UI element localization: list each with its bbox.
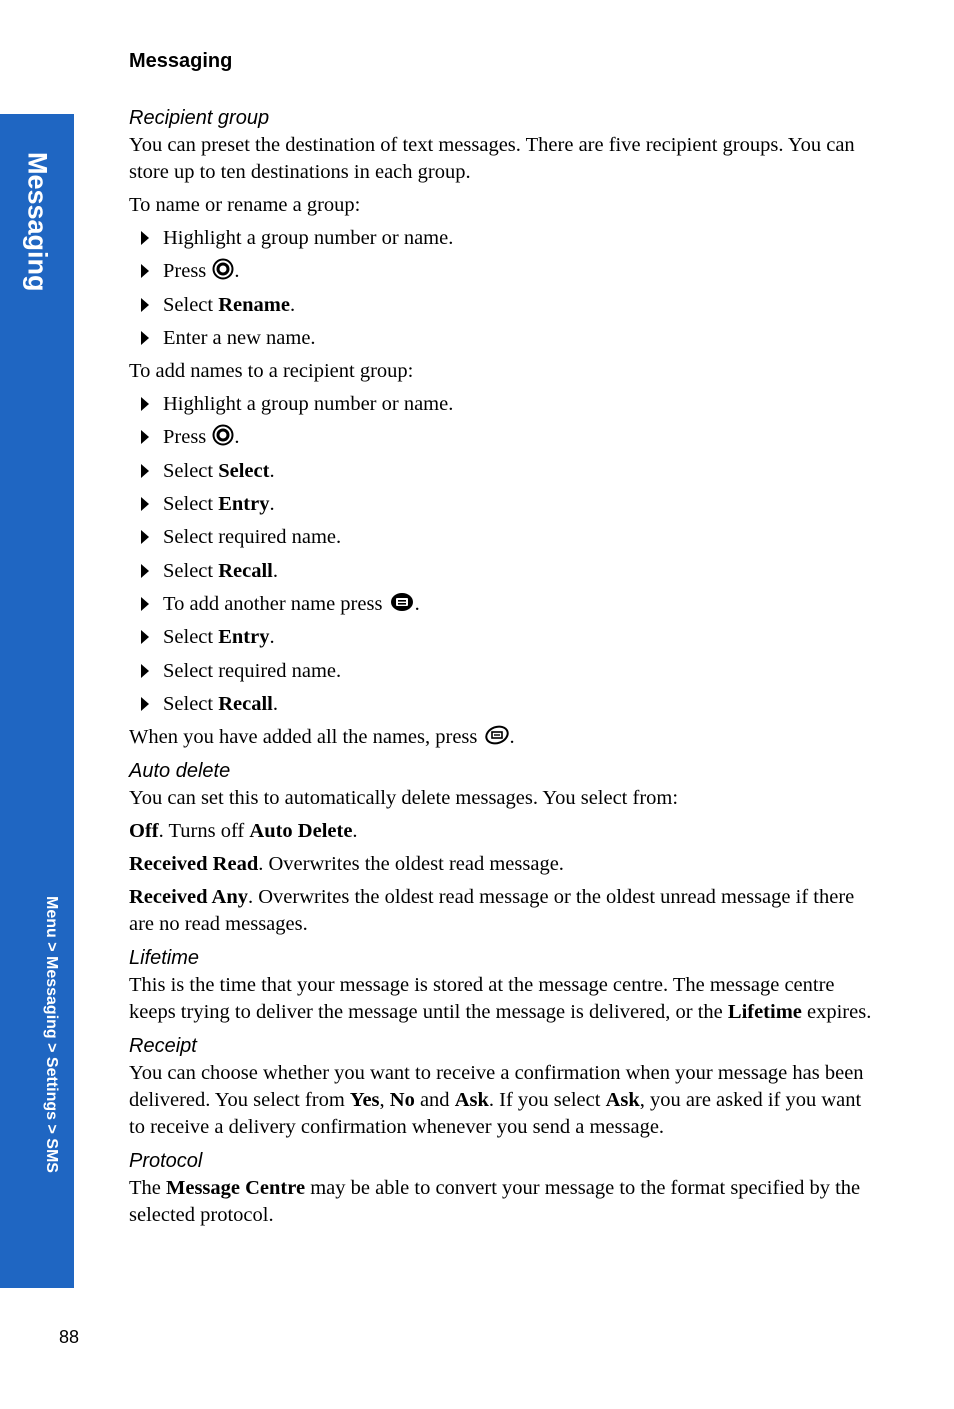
arrow-bullet-icon xyxy=(141,264,149,278)
page-content xyxy=(129,104,875,1235)
navigation-select-key-icon xyxy=(212,424,234,446)
arrow-bullet-icon xyxy=(141,430,149,444)
arrow-bullet-icon xyxy=(141,464,149,478)
arrow-bullet-icon xyxy=(141,530,149,544)
step-item: Select Rename. xyxy=(129,292,875,319)
step-item: Press . xyxy=(129,424,875,451)
arrow-bullet-icon xyxy=(141,697,149,711)
arrow-bullet-icon xyxy=(141,231,149,245)
step-item: Select Recall. xyxy=(129,691,875,718)
auto-delete-heading: Auto delete xyxy=(129,760,231,783)
step-item: To add another name press . xyxy=(129,591,875,618)
step-item: Select Recall. xyxy=(129,558,875,585)
add-names-lead: To add names to a recipient group: xyxy=(129,360,414,383)
step-item: Highlight a group number or name. xyxy=(129,225,875,252)
step-item: Select Entry. xyxy=(129,624,875,651)
protocol-heading: Protocol xyxy=(129,1150,203,1173)
step-item: Press . xyxy=(129,258,875,285)
lifetime-heading: Lifetime xyxy=(129,947,200,970)
lifetime-text: This is the time that your message is stored at the message centre. The message centre keeps trying to deliver the message until the message is delivered, or the Lifetime expires. xyxy=(129,974,872,1024)
arrow-bullet-icon xyxy=(141,497,149,511)
rename-lead: To name or rename a group: xyxy=(129,194,361,216)
back-key-icon xyxy=(484,724,510,746)
arrow-bullet-icon xyxy=(141,397,149,411)
sidebar-title: Messaging xyxy=(22,152,53,292)
step-item: Select Select. xyxy=(129,458,875,485)
auto-delete-option-received-read: Received Read. Overwrites the oldest read message. xyxy=(129,853,564,876)
step-item: Enter a new name. xyxy=(129,325,875,352)
arrow-bullet-icon xyxy=(141,597,149,611)
receipt-heading: Receipt xyxy=(129,1035,197,1058)
auto-delete-option-off: Off. Turns off Auto Delete. xyxy=(129,820,358,843)
arrow-bullet-icon xyxy=(141,664,149,678)
step-item: Select required name. xyxy=(129,524,875,551)
arrow-bullet-icon xyxy=(141,331,149,345)
step-item: Select Entry. xyxy=(129,491,875,518)
auto-delete-intro: You can set this to automatically delete messages. You select from: xyxy=(129,787,679,810)
page-header: Messaging xyxy=(129,50,233,72)
recipient-group-intro: You can preset the destination of text messages. There are five recipient groups. You can store up to ten destinations in each group. xyxy=(129,134,855,183)
recipient-group-heading: Recipient group xyxy=(129,107,270,129)
page-number: 88 xyxy=(59,1327,80,1347)
step-item: Highlight a group number or name. xyxy=(129,391,875,418)
protocol-text: The Message Centre may be able to convert your message to the format specified by the selected protocol. xyxy=(129,1177,861,1227)
navigation-select-key-icon xyxy=(212,258,234,280)
arrow-bullet-icon xyxy=(141,630,149,644)
done-instruction: When you have added all the names, press . xyxy=(129,724,875,751)
receipt-text: You can choose whether you want to receive a confirmation when your message has been delivered. You select from Yes, No and Ask. If you select Ask, you are asked if you want to receive a delivery confirmation whenever you send a message. xyxy=(129,1062,864,1139)
arrow-bullet-icon xyxy=(141,298,149,312)
auto-delete-option-received-any: Received Any. Overwrites the oldest read message or the oldest unread message if there are no read messages. xyxy=(129,886,855,936)
message-key-icon xyxy=(389,591,415,613)
sidebar-menu-path: Menu > Messaging > Settings > SMS xyxy=(43,896,60,1173)
step-item: Select required name. xyxy=(129,658,875,685)
arrow-bullet-icon xyxy=(141,564,149,578)
